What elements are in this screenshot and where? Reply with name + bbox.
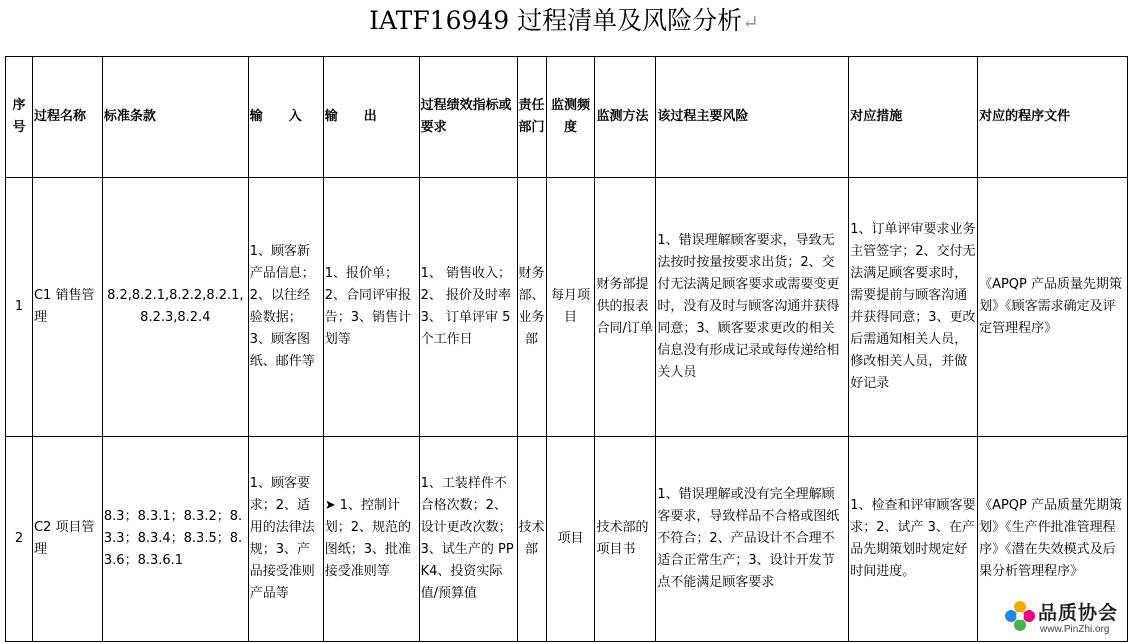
cell-risk: 1、错误理解顾客要求，导致无法按时按量按要求出货；2、交付无法满足顾客要求或需要变更时，没有及时与顾客沟通并获得同意；3、顾客要求更改的相关信息没有形成记录或每传递给相关人员 [656,178,849,437]
cell-kpi: 1、工装样件不合格次数；2、设计更改次数；3、试生产的 PPK4、投资实际值/预算值 [419,437,517,642]
cell-kpi: 1、 销售收入；2、 报价及时率 3、 订单评审 5 个工作日 [419,178,517,437]
cell-measure: 1、检查和评审顾客要求；2、试产 3、在产品先期策划时规定好时间进度。 [849,437,978,642]
logo-url: www.PinZhi.org [1040,624,1110,635]
header-name: 过程名称 [32,57,102,178]
cell-output: ➤ 1、控制计划；2、规范的图纸；3、批准接受准则等 [323,437,419,642]
header-seq: 序号 [6,57,33,178]
cell-clause: 8.3；8.3.1；8.3.2；8.3.3；8.3.4；8.3.5；8.3.6；8.3.6.1 [102,437,248,642]
cell-method: 财务部提供的报表合同/订单 [595,178,656,437]
paragraph-mark-icon: ↵ [742,10,759,34]
header-dept: 责任部门 [517,57,546,178]
header-output: 输 出 [323,57,419,178]
cell-input: 1、顾客要求；2、适用的法律法规；3、产品接受准则产品等 [248,437,323,642]
cell-dept: 技术部 [517,437,546,642]
table-row [6,178,1128,437]
process-risk-table [5,56,1128,642]
header-docs: 对应的程序文件 [978,57,1128,178]
flower-icon [1002,598,1038,638]
header-freq: 监测频度 [546,57,595,178]
watermark-logo [1002,596,1126,640]
cell-output: 1、报价单；2、合同评审报告；3、销售计划等 [323,178,419,437]
logo-name: 品质协会 [1038,602,1119,624]
table-row [6,437,1128,642]
cell-seq: 2 [6,437,33,642]
header-kpi: 过程绩效指标或要求 [419,57,517,178]
document-title [0,4,1128,39]
cell-method: 技术部的项目书 [595,437,656,642]
cell-seq: 1 [6,178,33,437]
cell-measure: 1、订单评审要求业务主管签字；2、交付无法满足顾客要求时，需要提前与顾客沟通并获得同意；3、更改后需通知相关人员，修改相关人员，并做好记录 [849,178,978,437]
header-measure: 对应措施 [849,57,978,178]
cell-name: C1 销售管理 [32,178,102,437]
header-risk: 该过程主要风险 [656,57,849,178]
cell-freq: 项目 [546,437,595,642]
cell-risk: 1、错误理解或没有完全理解顾客要求，导致样品不合格或图纸不符合；2、产品设计不合理不适合正常生产；3、设计开发节点不能满足顾客要求 [656,437,849,642]
cell-docs: 《APQP 产品质量先期策划》《顾客需求确定及评定管理程序》 [978,178,1128,437]
header-row [6,57,1128,178]
title-text: IATF16949 过程清单及风险分析 [369,6,743,35]
cell-docs: 《APQP 产品质量先期策划》《生产件批准管理程序》《潜在失效模式及后果分析管理程序》 [978,437,1128,642]
cell-freq: 每月项目 [546,178,595,437]
cell-name: C2 项目管理 [32,437,102,642]
header-method: 监测方法 [595,57,656,178]
cell-input: 1、顾客新产品信息；2、以往经验数据；3、顾客图纸、邮件等 [248,178,323,437]
header-input: 输 入 [248,57,323,178]
header-clause: 标准条款 [102,57,248,178]
cell-dept: 财务部、业务部 [517,178,546,437]
cell-clause: 8.2,8.2.1,8.2.2,8.2.1,8.2.3,8.2.4 [102,178,248,437]
